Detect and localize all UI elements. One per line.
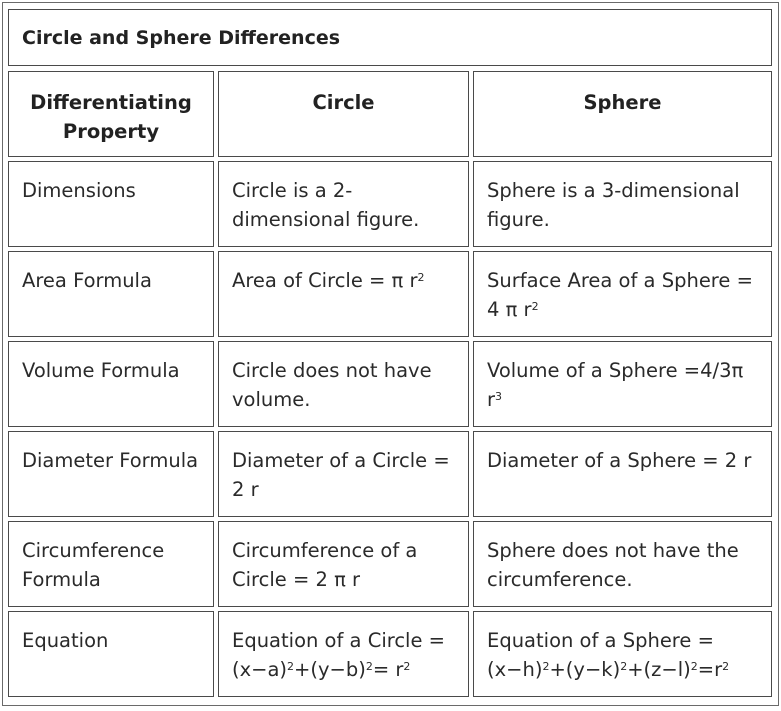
table-cell-sphere: Sphere is a 3-dimensional figure.	[473, 161, 772, 247]
header-property-line1: Differentiating	[30, 91, 192, 114]
header-property	[8, 71, 214, 157]
table-cell-sphere: Surface Area of a Sphere = 4 π $r^2$	[473, 251, 772, 337]
table-title-cell	[8, 9, 772, 66]
table-cell-sphere: Diameter of a Sphere = 2 r	[473, 431, 772, 517]
header-sphere-label: Sphere	[583, 91, 662, 114]
header-property-line2: Property	[62, 120, 160, 143]
table-cell-property: Volume Formula	[8, 341, 214, 427]
table-cell-circle: Circle is a 2- dimensional figure.	[218, 161, 469, 247]
table-cell-circle: Equation of a Circle = $(x-a)^2+(y-b)^2= r^2$	[218, 611, 469, 697]
table-cell-property: Circumference Formula	[8, 521, 214, 607]
table-cell-circle: Circle does not have volume.	[218, 341, 469, 427]
table-cell-sphere: Sphere does not have the circumference.	[473, 521, 772, 607]
table-cell-circle: Diameter of a Circle = 2 r	[218, 431, 469, 517]
table-cell-sphere: Equation of a Sphere = $(x-h)^2+(y-k)^2+(z-l)^2=r^2$	[473, 611, 772, 697]
header-circle-label: Circle	[312, 91, 375, 114]
header-sphere	[473, 71, 772, 157]
table-title: Circle and Sphere Differences	[22, 27, 341, 49]
table-cell-property: Equation	[8, 611, 214, 697]
table-cell-property: Area Formula	[8, 251, 214, 337]
table-cell-circle: Area of Circle = π $r^2$	[218, 251, 469, 337]
table-cell-property: Dimensions	[8, 161, 214, 247]
table-cell-property: Diameter Formula	[8, 431, 214, 517]
table-cell-circle: Circumference of a Circle = 2 π r	[218, 521, 469, 607]
table-cell-sphere: Volume of a Sphere =4/3π $r^3$	[473, 341, 772, 427]
header-circle	[218, 71, 469, 157]
